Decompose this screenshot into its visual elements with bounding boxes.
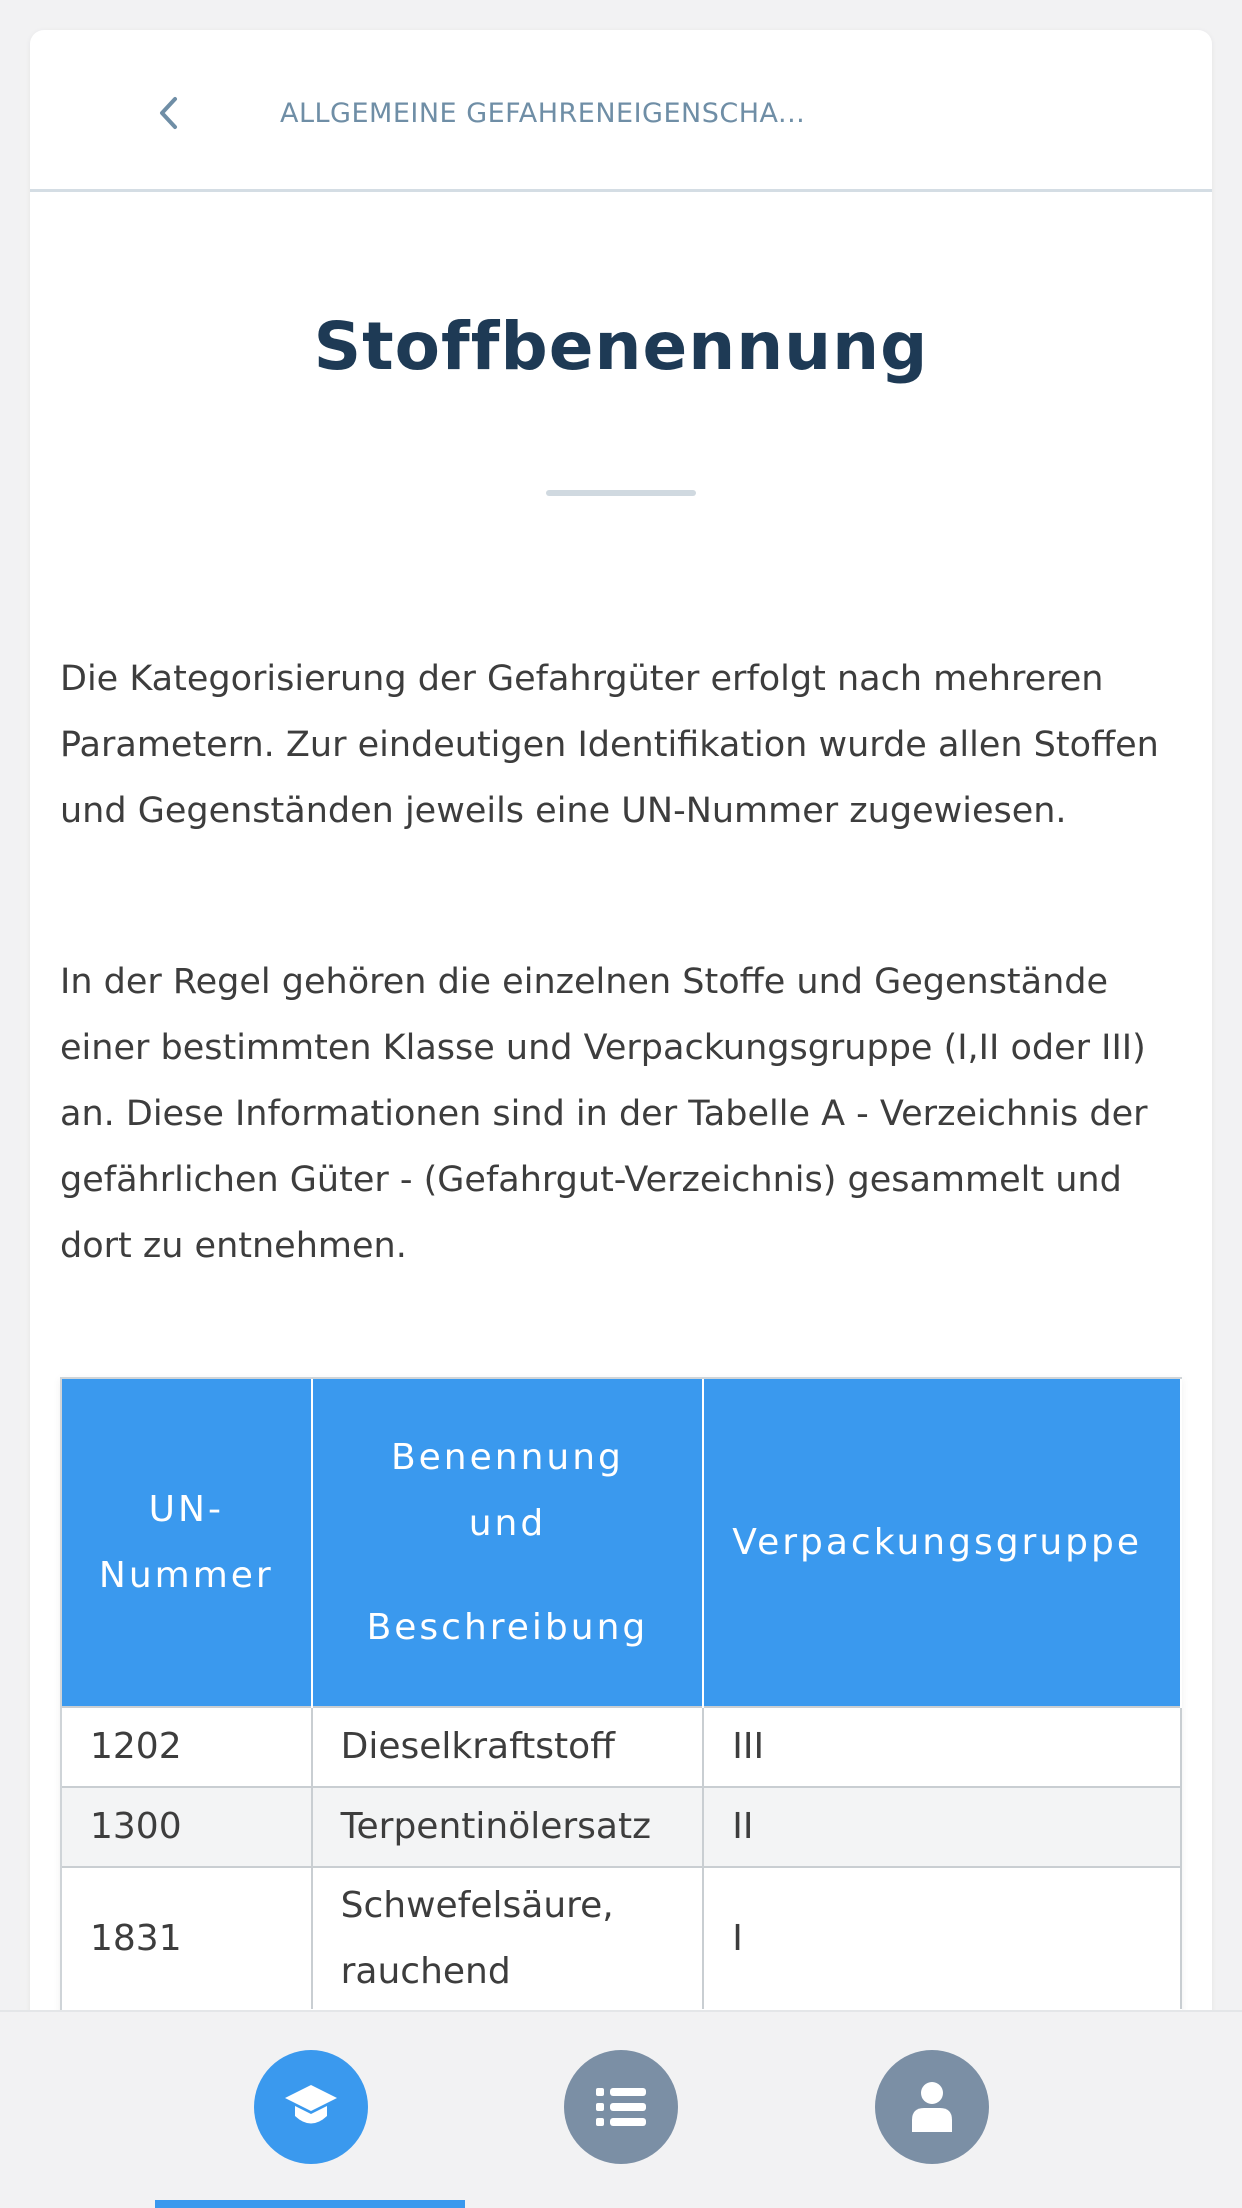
header-title: ALLGEMEINE GEFAHRENEIGENSCHA... [280,98,806,129]
content-card [30,30,1212,2208]
cell-name-line1: Schwefelsäure, [340,1884,614,1926]
nav-learn-button[interactable] [254,2050,368,2164]
header-name-line2: und [468,1502,547,1544]
detail-paragraph: In der Regel gehören die einzelnen Stoffe und Gegenstände einer bestimmten Klasse und Verpackungsgruppe (I,II oder III) an. Diese Informationen sind in der Tabelle A - Verzeichnis der gefährlichen Güter - (Gefahrgut-Verzeichnis) gesammelt und dort zu entnehmen. [60,962,1148,1266]
cell-group: III [703,1707,1181,1787]
page-title: Stoffbenennung [313,308,929,385]
bottom-navigation [0,2010,1242,2208]
table-row [62,1707,1181,1787]
title-divider [546,490,696,496]
list-icon [594,2085,648,2129]
header-name-line3: Beschreibung [366,1606,649,1648]
nav-list-button[interactable] [564,2050,678,2164]
cell-name: Dieselkraftstoff [312,1707,704,1787]
cell-un: 1300 [62,1787,312,1867]
user-icon [910,2080,954,2134]
cell-name-line2: rauchend [340,1950,511,1992]
header-un-line1: UN- [148,1488,224,1530]
cell-group: I [703,1867,1181,2009]
chevron-left-icon [156,95,180,131]
nav-profile-button[interactable] [875,2050,989,2164]
back-button[interactable] [140,85,196,141]
cell-un: 1202 [62,1707,312,1787]
header-packing-group: Verpackungsgruppe [703,1379,1181,1707]
header-un-number [62,1379,312,1707]
table-header-row [62,1379,1181,1707]
header-un-line2: Nummer [98,1554,274,1596]
table-row [62,1787,1181,1867]
intro-paragraph: Die Kategorisierung der Gefahrgüter erfolgt nach mehreren Parametern. Zur eindeutigen Identifikation wurde allen Stoffen und Gegenständen jeweils eine UN-Nummer zugewiesen. [60,659,1159,831]
graduation-cap-icon [283,2081,339,2133]
active-tab-indicator [155,2200,465,2208]
header-name-line1: Benennung [390,1436,624,1478]
cell-group: II [703,1787,1181,1867]
cell-un: 1831 [62,1867,312,2009]
top-bar [30,30,1212,192]
dangerous-goods-table[interactable] [60,1377,1182,2037]
header-name [312,1379,704,1707]
table-row [62,1867,1181,2009]
cell-name [312,1867,704,2009]
cell-name: Terpentinölersatz [312,1787,704,1867]
